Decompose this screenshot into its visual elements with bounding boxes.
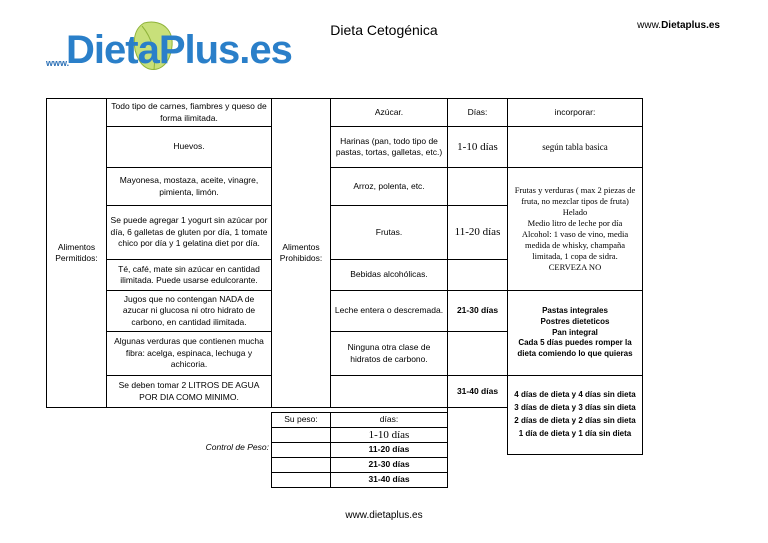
control-dias-header: días: [330, 412, 448, 428]
dias-cell: 21-30 días [447, 290, 508, 332]
control-dias-row: 11-20 días [330, 442, 448, 458]
site-link-top[interactable]: www.Dietaplus.es [637, 20, 720, 31]
dias-border-ext [447, 407, 508, 455]
incorporar-cell [507, 167, 643, 291]
permitido-item: Jugos que no contengan NADA de azucar ni glucosa ni otro hidrato de carbono, en cantidad ilimitada. [106, 290, 272, 332]
permitidos-label: Alimentos Permitidos: [46, 98, 107, 408]
peso-header: Su peso: [271, 412, 331, 428]
incorporar-line: 2 días de dieta y 2 días sin dieta [514, 416, 636, 425]
incorporar-line: Pastas integrales [542, 306, 608, 315]
prohibido-item: Bebidas alcohólicas. [330, 259, 448, 291]
page-title: Dieta Cetogénica [330, 22, 438, 38]
incorporar-line: Postres dieteticos [540, 316, 610, 326]
dias-header: Días: [447, 98, 508, 127]
incorporar-line: Alcohol: 1 vaso de vino, media medida de whisky, champaña limitada, 1 copa de sidra. [521, 229, 629, 262]
dias-cell-empty [447, 167, 508, 206]
control-dias-row: 31-40 días [330, 472, 448, 488]
incorporar-line: Pan integral [552, 327, 598, 337]
incorporar-line: 3 días de dieta y 3 días sin dieta [514, 403, 636, 413]
control-dias-row: 21-30 días [330, 457, 448, 473]
incorporar-line: CERVEZA NO [548, 262, 602, 273]
dias-cell-empty [447, 331, 508, 376]
site-link-footer[interactable]: www.dietaplus.es [345, 510, 423, 521]
peso-input[interactable] [271, 427, 331, 443]
control-dias-row: 1-10 días [330, 427, 448, 443]
prohibido-item [330, 375, 448, 408]
logo-www: www. [46, 58, 70, 68]
dias-cell: 31-40 días [447, 375, 508, 408]
incorporar-cell: según tabla basica [507, 126, 643, 168]
peso-input[interactable] [271, 472, 331, 488]
prohibido-item: Ninguna otra clase de hidratos de carbono. [330, 331, 448, 376]
control-peso-label: Control de Peso: [205, 442, 269, 453]
incorporar-line: Helado [562, 206, 588, 217]
dias-cell: 11-20 días [447, 205, 508, 260]
incorporar-line: Medio litro de leche por día [527, 217, 623, 228]
permitido-item: Se deben tomar 2 LITROS DE AGUA POR DIA COMO MINIMO. [106, 375, 272, 408]
incorporar-cell [507, 290, 643, 376]
permitido-item: Mayonesa, mostaza, aceite, vinagre, pimienta, limón. [106, 167, 272, 206]
incorporar-line: Frutas y verduras ( max 2 piezas de fruta, no mezclar tipos de fruta) [514, 184, 636, 206]
incorporar-cell [507, 375, 643, 455]
prohibidos-label: Alimentos Prohibidos: [271, 98, 331, 408]
prohibido-item: Azúcar. [330, 98, 448, 127]
dias-cell: 1-10 días [447, 126, 508, 168]
prohibido-item: Harinas (pan, todo tipo de pastas, tortas, galletas, etc.) [330, 126, 448, 168]
dias-cell-empty [447, 259, 508, 291]
permitido-item: Se puede agregar 1 yogurt sin azúcar por día, 6 galletas de gluten por día, 1 tomate chico por día y 1 gelatina diet por día. [106, 205, 272, 260]
logo-text: DietaPlus.es [66, 28, 292, 72]
incorporar-line: 1 día de dieta y 1 día sin dieta [518, 428, 632, 438]
peso-input[interactable] [271, 442, 331, 458]
permitido-item: Todo tipo de carnes, fiambres y queso de forma ilimitada. [106, 98, 272, 127]
incorporar-line: 4 días de dieta y 4 días sin dieta [514, 390, 636, 400]
prohibido-item: Arroz, polenta, etc. [330, 167, 448, 206]
peso-input[interactable] [271, 457, 331, 473]
incorporar-line: Cada 5 días puedes romper la dieta comiendo lo que quieras [517, 338, 633, 359]
permitido-item: Algunas verduras que contienen mucha fibra: acelga, espinaca, lechuga y achicoria. [106, 331, 272, 376]
prohibido-item: Leche entera o descremada. [330, 290, 448, 332]
incorporar-header: incorporar: [507, 98, 643, 127]
permitido-item: Té, café, mate sin azúcar en cantidad ilimitada. Puede usarse edulcorante. [106, 259, 272, 291]
prohibido-item: Frutas. [330, 205, 448, 260]
permitido-item: Huevos. [106, 126, 272, 168]
